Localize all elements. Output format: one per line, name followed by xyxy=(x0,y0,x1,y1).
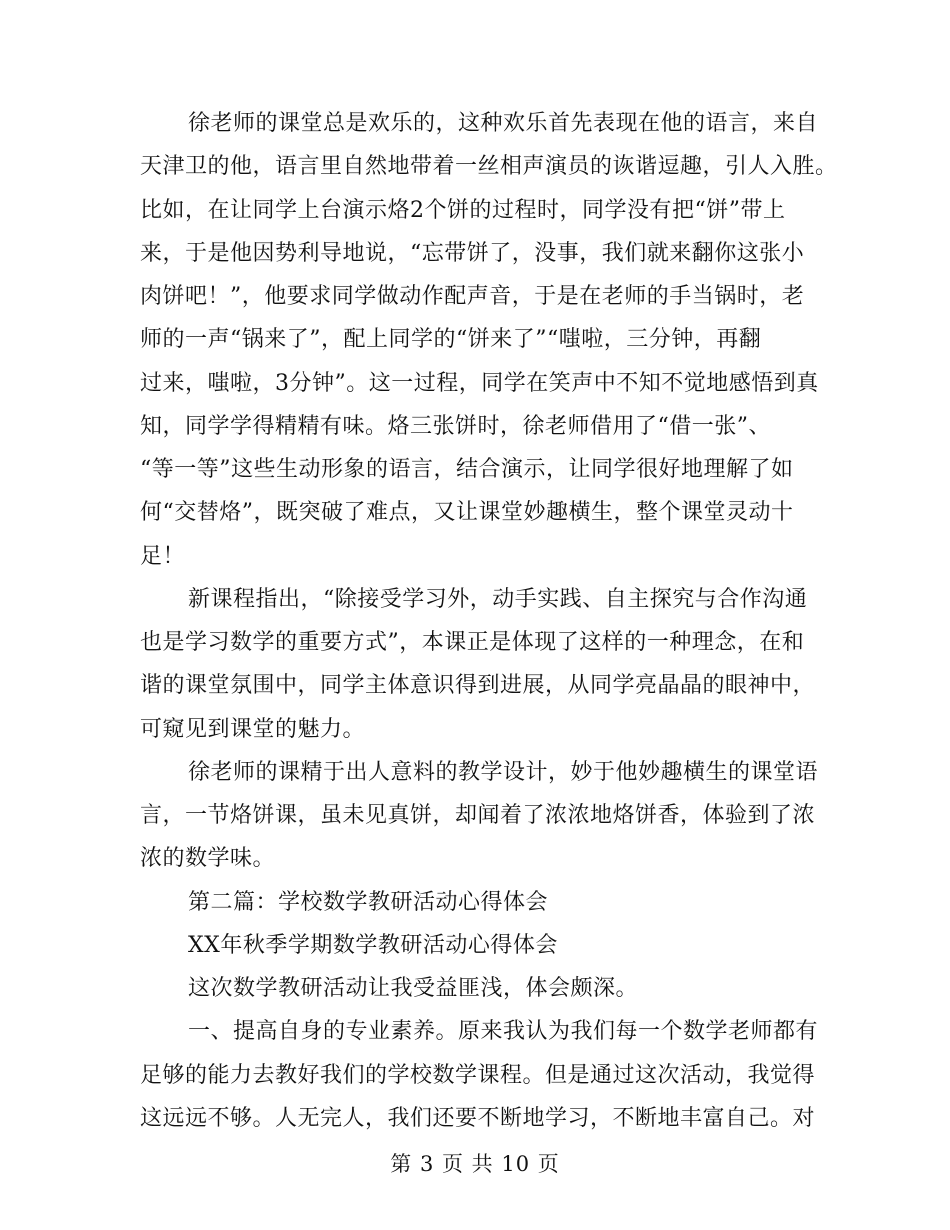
text-line: XX年秋季学期数学教研活动心得体会 xyxy=(188,932,558,958)
text-line: 师的一声“锅来了”，配上同学的“饼来了”“嗤啦，三分钟，再翻 xyxy=(140,327,762,353)
document-body xyxy=(140,102,838,1140)
text-line: 足够的能力去教好我们的学校数学课程。但是通过这次活动，我觉得 xyxy=(140,1062,816,1088)
text-line: 这远远不够。人无完人，我们还要不断地学习，不断地丰富自己。对 xyxy=(140,1105,816,1131)
text-line: 肉饼吧！”，他要求同学做动作配声音，于是在老师的手当锅时，老 xyxy=(140,284,805,309)
text-line: 也是学习数学的重要方式”，本课正是体现了这样的一种理念，在和 xyxy=(140,630,805,655)
text-line: 浓的数学味。 xyxy=(140,846,276,872)
text-line: 言，一节烙饼课，虽未见真饼，却闻着了浓浓地烙饼香，体验到了浓 xyxy=(140,803,816,828)
text-line: 一、提高自身的专业素养。原来我认为我们每一个数学老师都有 xyxy=(188,1019,819,1045)
text-line: 徐老师的课精于出人意料的教学设计，妙于他妙趣横生的课堂语 xyxy=(188,759,819,785)
page-footer: 第 3 页 共 10 页 xyxy=(390,1152,560,1176)
text-line: 谐的课堂氛围中，同学主体意识得到进展，从同学亮晶晶的眼神中， xyxy=(140,673,816,699)
text-line: 来，于是他因势利导地说，“忘带饼了，没事，我们就来翻你这张小 xyxy=(140,240,805,266)
text-line: 知，同学学得精精有味。烙三张饼时，徐老师借用了“借一张”、 xyxy=(140,413,771,439)
text-line: 这次数学教研活动让我受益匪浅，体会颇深。 xyxy=(188,976,639,1001)
text-line: 天津卫的他，语言里自然地带着一丝相声演员的诙谐逗趣，引人入胜。 xyxy=(140,154,838,180)
text-line: 何“交替烙”，既突破了难点，又让课堂妙趣横生，整个课堂灵动十 xyxy=(140,500,794,526)
text-line: 可窥见到课堂的魅力。 xyxy=(140,716,366,742)
text-line: 足！ xyxy=(140,543,186,569)
text-line: 徐老师的课堂总是欢乐的，这种欢乐首先表现在他的语言，来自 xyxy=(188,111,819,136)
text-line: 过来，嗤啦，3分钟”。这一过程，同学在笑声中不知不觉地感悟到真 xyxy=(140,370,819,396)
text-line: 新课程指出，“除接受学习外，动手实践、自主探究与合作沟通 xyxy=(188,586,808,612)
text-line: 比如，在让同学上台演示烙2个饼的过程时，同学没有把“饼”带上 xyxy=(140,197,786,223)
text-line: “等一等”这些生动形象的语言，结合演示，让同学很好地理解了如 xyxy=(140,457,794,482)
text-line: 第二篇：学校数学教研活动心得体会 xyxy=(188,889,549,915)
